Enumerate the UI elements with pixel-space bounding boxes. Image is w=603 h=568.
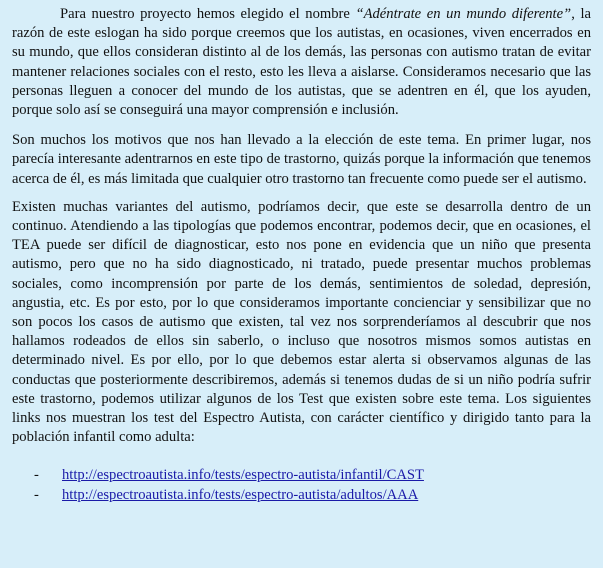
paragraph-variants: Existen muchas variantes del autismo, podríamos decir, que este se desarrolla dentro de un continuo. Atendiendo a las tipologías que podemos encontrar, podemos decir, que en ocasiones, el TEA puede ser difícil de diagnosticar, esto nos pone en evidencia que un niño que presenta autismo, pero que no ha sido diagnosticado, ni tratado, puede presentar muchos problemas sociales, como incomprensión por parte de los demás, sentimientos de soledad, depresión, angustia, etc. Es por esto, por lo que consideramos importante concienciar y sensibilizar que no son pocos los casos de autismo que existen, tal vez nos sorprenderíamos al descubrir que nos hallamos rodeados de ellos sin saberlo, o incluso que nosotros mismos somos autistas en determinado nivel. Es por ello, por lo que debemos estar alerta si observamos algunas de las conductas que posteriormente describiremos, además si tenemos dudas de si un niño podría sufrir este trastorno, podemos utilizar algunos de los Test que existen sobre este tema. Los siguientes links nos muestran los test del Espectro Autista, con carácter científico y dirigido tanto para la población infantil como adulta: — [12, 198, 591, 446]
paragraph-project-name — [12, 5, 591, 120]
link-cast-test[interactable]: http://espectroautista.info/tests/espectro-autista/infantil/CAST — [62, 467, 424, 484]
links-list — [12, 465, 591, 505]
link-aaa-test[interactable]: http://espectroautista.info/tests/espectro-autista/adultos/AAA — [62, 487, 419, 504]
list-item — [34, 465, 591, 485]
paragraph-motives: Son muchos los motivos que nos han llevado a la elección de este tema. En primer lugar, nos parecía interesante adentrarnos en este tipo de trastorno, quizás porque la información que tenemos acerca de él, es más limitada que cualquier otro trastorno tan frecuente como puede ser el autismo. — [12, 132, 591, 187]
list-item — [34, 485, 591, 505]
project-slogan: “Adéntrate en un mundo diferente” — [355, 6, 572, 22]
paragraph-intro: Para nuestro proyecto hemos elegido el nombre — [60, 6, 356, 22]
paragraph-rest: , la razón de este eslogan ha sido porque creemos que los autistas, en ocasiones, viven encerrados en su mundo, que ellos consideran distinto al de los demás, las personas con autismo tratan de evitar mantener relaciones sociales con el resto, esto les lleva a aislarse. Consideramos necesario que las personas lleguen a conocer del mundo de los autistas, que se adentren en él, que los ayuden, porque solo así se conseguirá una mayor comprensión e inclusión. — [12, 6, 591, 119]
list-bullet: - — [34, 467, 39, 484]
list-bullet: - — [34, 487, 39, 504]
